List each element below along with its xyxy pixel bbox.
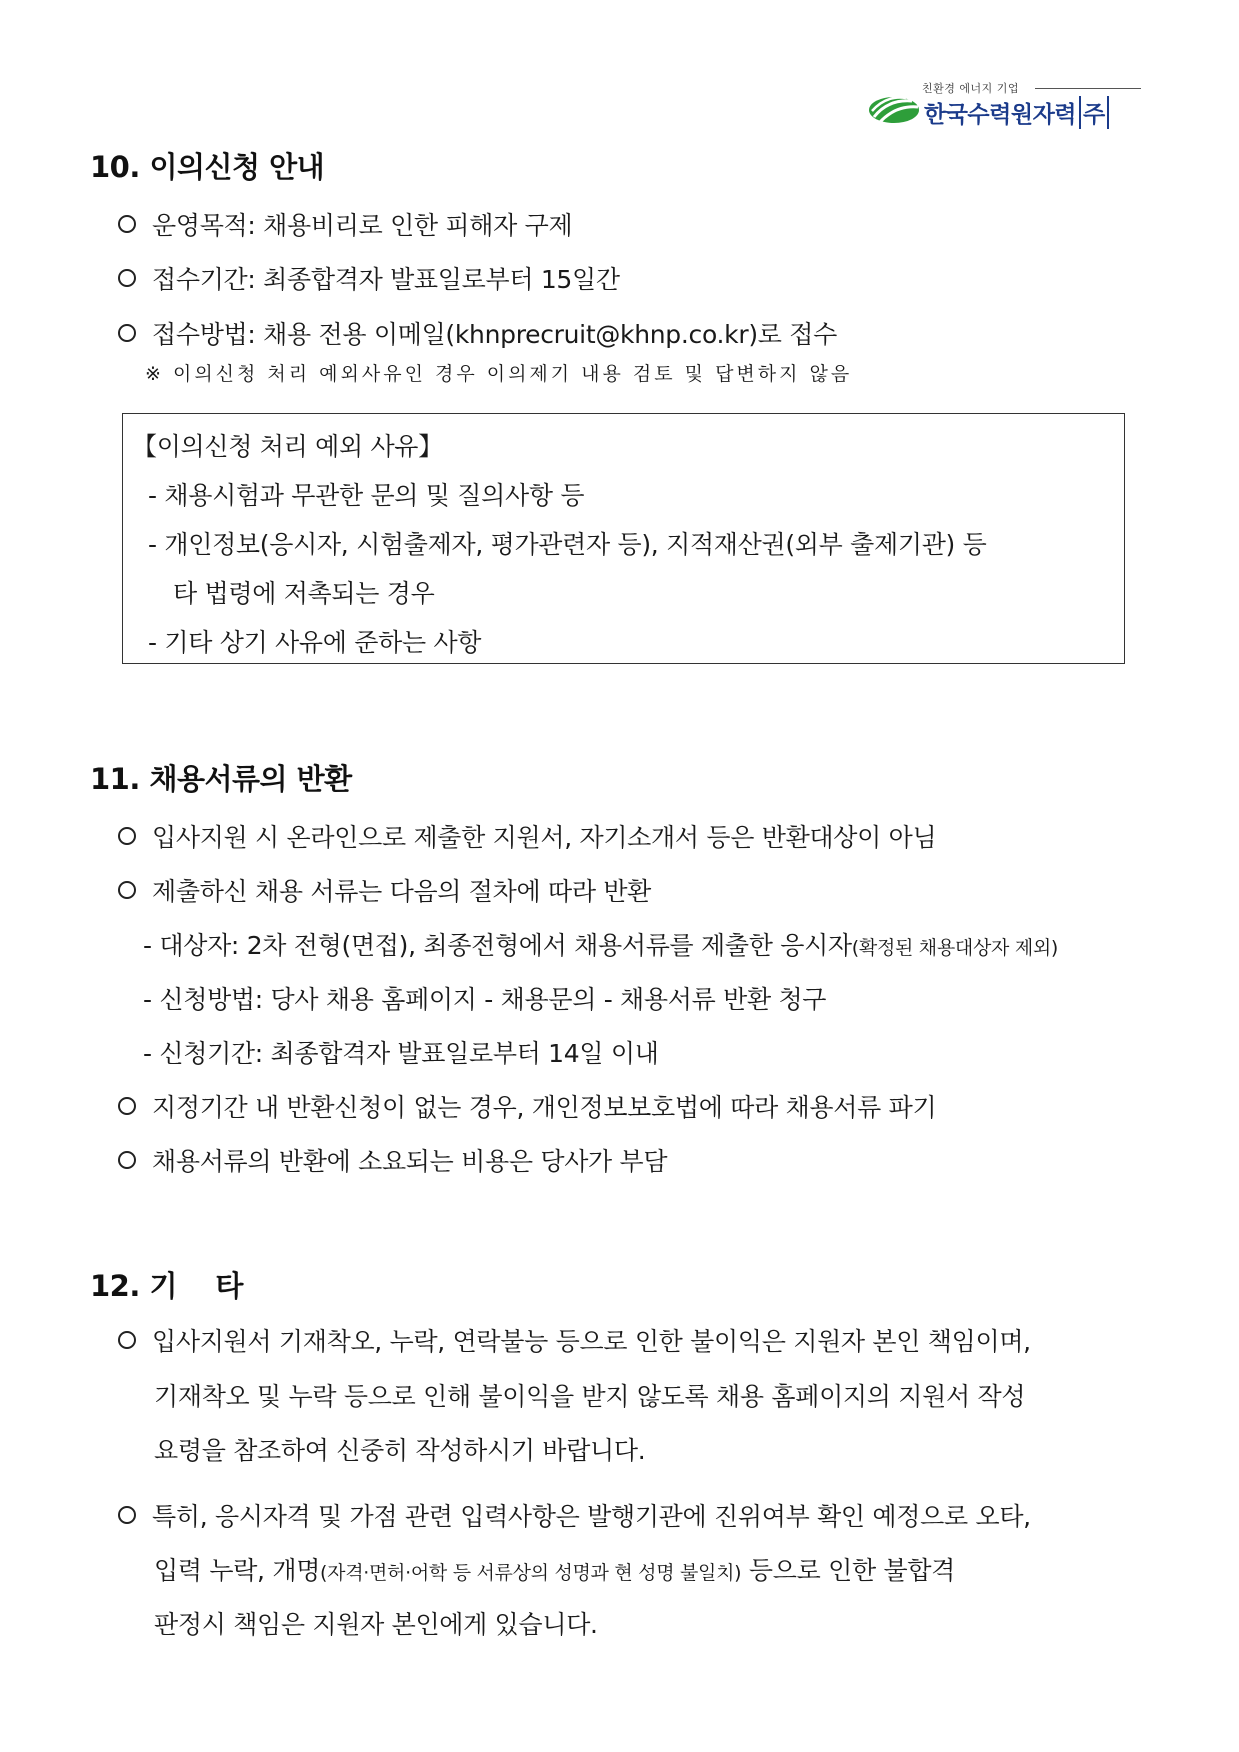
box-line: - 개인정보(응시자, 시험출제자, 평가관련자 등), 지적재산권(외부 출제기관) 등 xyxy=(148,530,987,559)
list-item xyxy=(118,1142,667,1178)
sub-item: - 신청방법: 당사 채용 홈페이지 - 채용문의 - 채용서류 반환 청구 xyxy=(143,985,827,1014)
circle-bullet-icon xyxy=(118,1506,136,1524)
item-text: 운영목적: 채용비리로 인한 피해자 구제 xyxy=(152,211,573,240)
box-title: 【이의신청 처리 예외 사유】 xyxy=(132,432,443,461)
company-suffix: 주 xyxy=(1079,96,1109,129)
item-text: 입사지원서 기재착오, 누락, 연락불능 등으로 인한 불이익은 지원자 본인 책임이며, xyxy=(152,1327,1031,1356)
logo-tagline: 친환경 에너지 기업 xyxy=(922,82,1020,95)
circle-bullet-icon xyxy=(118,1151,136,1169)
sub-item xyxy=(143,926,1058,962)
circle-bullet-icon xyxy=(118,324,136,342)
item-text: 접수방법: 채용 전용 이메일(khnprecruit@khnp.co.kr)로 접수 xyxy=(152,320,837,349)
paragraph-line: 판정시 책임은 지원자 본인에게 있습니다. xyxy=(154,1610,598,1639)
logo-company-name xyxy=(924,96,1109,129)
list-item xyxy=(118,206,572,242)
item-text: 채용서류의 반환에 소요되는 비용은 당사가 부담 xyxy=(152,1147,668,1176)
circle-bullet-icon xyxy=(118,1331,136,1349)
section-10-title: 10. 이의신청 안내 xyxy=(90,150,325,184)
line-text: 등으로 인한 불합격 xyxy=(741,1556,956,1585)
section-11-title: 11. 채용서류의 반환 xyxy=(90,762,352,796)
sub-item: - 신청기간: 최종합격자 발표일로부터 14일 이내 xyxy=(143,1039,659,1068)
list-item xyxy=(118,872,651,908)
list-item xyxy=(118,260,620,296)
section-12-title: 12. 기 타 xyxy=(90,1269,243,1303)
company-logo-icon xyxy=(868,95,920,125)
box-line: - 채용시험과 무관한 문의 및 질의사항 등 xyxy=(148,481,585,510)
item-text: 제출하신 채용 서류는 다음의 절차에 따라 반환 xyxy=(152,877,652,906)
list-item xyxy=(118,315,837,351)
sub-item-note: (확정된 채용대상자 제외) xyxy=(851,937,1059,959)
circle-bullet-icon xyxy=(118,827,136,845)
item-text: 접수기간: 최종합격자 발표일로부터 15일간 xyxy=(152,265,620,294)
list-item xyxy=(118,1322,1031,1358)
box-line: - 기타 상기 사유에 준하는 사항 xyxy=(148,628,482,657)
logo-divider xyxy=(1035,88,1141,89)
paragraph-line: 요령을 참조하여 신중히 작성하시기 바랍니다. xyxy=(154,1436,646,1465)
item-text: 특히, 응시자격 및 가점 관련 입력사항은 발행기관에 진위여부 확인 예정으로 오타, xyxy=(152,1502,1031,1531)
list-item xyxy=(118,818,936,854)
paragraph-line: 기재착오 및 누락 등으로 인해 불이익을 받지 않도록 채용 홈페이지의 지원서 작성 xyxy=(154,1382,1026,1411)
circle-bullet-icon xyxy=(118,1097,136,1115)
item-text: 지정기간 내 반환신청이 없는 경우, 개인정보보호법에 따라 채용서류 파기 xyxy=(152,1093,937,1122)
item-text: 입사지원 시 온라인으로 제출한 지원서, 자기소개서 등은 반환대상이 아님 xyxy=(152,823,937,852)
circle-bullet-icon xyxy=(118,215,136,233)
box-line: 타 법령에 저촉되는 경우 xyxy=(173,579,435,608)
circle-bullet-icon xyxy=(118,269,136,287)
company-name: 한국수력원자력 xyxy=(924,102,1077,128)
note: ※ 이의신청 처리 예외사유인 경우 이의제기 내용 검토 및 답변하지 않음 xyxy=(145,363,853,385)
sub-item-text: - 대상자: 2차 전형(면접), 최종전형에서 채용서류를 제출한 응시자 xyxy=(143,931,852,960)
paragraph-line xyxy=(154,1551,955,1587)
line-note: (자격·면허·어학 등 서류상의 성명과 현 성명 불일치) xyxy=(320,1562,742,1584)
circle-bullet-icon xyxy=(118,881,136,899)
list-item xyxy=(118,1497,1031,1533)
line-text: 입력 누락, 개명 xyxy=(154,1556,321,1585)
list-item xyxy=(118,1088,936,1124)
